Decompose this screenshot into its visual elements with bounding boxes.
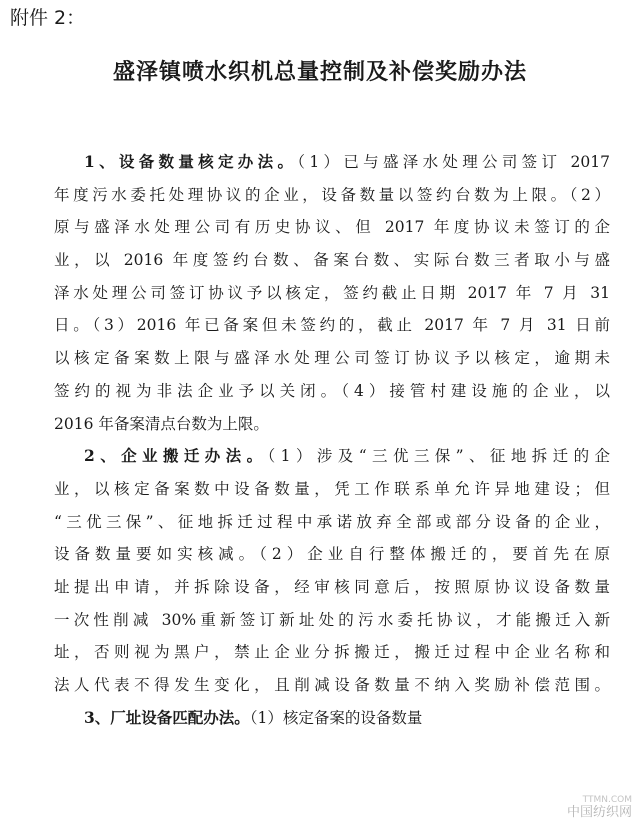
section-2-line-4: 设备数量要如实核减。（2）企业自行整体搬迁的，要首先在原 <box>54 545 610 564</box>
section-2-line-6: 一次性削减 30%重新签订新址处的污水委托协议，才能搬迁入新 <box>54 610 610 629</box>
section-3-text: （1）核定备案的设备数量 <box>249 708 423 727</box>
section-2-text: （1）涉及“三优三保”、征地拆迁的企 <box>267 447 610 466</box>
section-1-line-4: 业，以 2016 年度签约台数、备案台数、实际台数三者取小与盛 <box>54 251 610 270</box>
section-2-line-1 <box>54 440 610 473</box>
section-1-line-5: 泽水处理公司签订协议予以核定，签约截止日期 2017 年 7 月 31 <box>54 283 610 302</box>
section-2-line-8: 法人代表不得发生变化，且削减设备数量不纳入奖励补偿范围。 <box>54 676 610 694</box>
attachment-label: 附件 2： <box>10 7 86 29</box>
section-2-heading: 2、企业搬迁办法。 <box>84 446 268 466</box>
document-body <box>54 146 610 734</box>
section-2-line-2: 业，以核定备案数中设备数量，凭工作联系单允许异地建设；但 <box>54 479 610 498</box>
section-3-heading: 3、厂址设备匹配办法。 <box>84 707 250 727</box>
watermark <box>567 795 632 821</box>
section-1-heading: 1、设备数量核定办法。 <box>84 152 298 171</box>
section-1-line-3: 原与盛泽水处理公司有历史协议、但 2017 年度协议未签订的企 <box>54 218 610 237</box>
section-1-line-6: 日。（3）2016 年已备案但未签约的，截止 2017 年 7 月 31 日前 <box>54 316 610 335</box>
document-title: 盛泽镇喷水织机总量控制及补偿奖励办法 <box>112 60 527 85</box>
section-1-line-8: 签约的视为非法企业予以关闭。（4）接管村建设施的企业，以 <box>54 381 610 400</box>
watermark-site: TTMN.COM <box>582 795 632 805</box>
section-1-line-7: 以核定备案数上限与盛泽水处理公司签订协议予以核定，逾期未 <box>54 349 610 368</box>
section-2-line-7: 址，否则视为黑户，禁止企业分拆搬迁，搬迁过程中企业名称和 <box>54 643 610 662</box>
section-2-line-3: “三优三保”、征地拆迁过程中承诺放弃全部或部分设备的企业， <box>54 512 610 531</box>
section-3-line-1 <box>54 702 610 735</box>
section-1-line-1 <box>54 146 610 179</box>
section-1-text: （1）已与盛泽水处理公司签订 2017 <box>297 153 610 171</box>
watermark-name: 中国纺织网 <box>566 805 632 820</box>
section-1-line-2: 年度污水委托处理协议的企业，设备数量以签约台数为上限。（2） <box>54 185 610 204</box>
section-1-line-9: 2016 年备案清点台数为上限。 <box>54 414 269 433</box>
section-2-line-5: 址提出申请，并拆除设备，经审核同意后，按照原协议设备数量 <box>54 577 610 596</box>
